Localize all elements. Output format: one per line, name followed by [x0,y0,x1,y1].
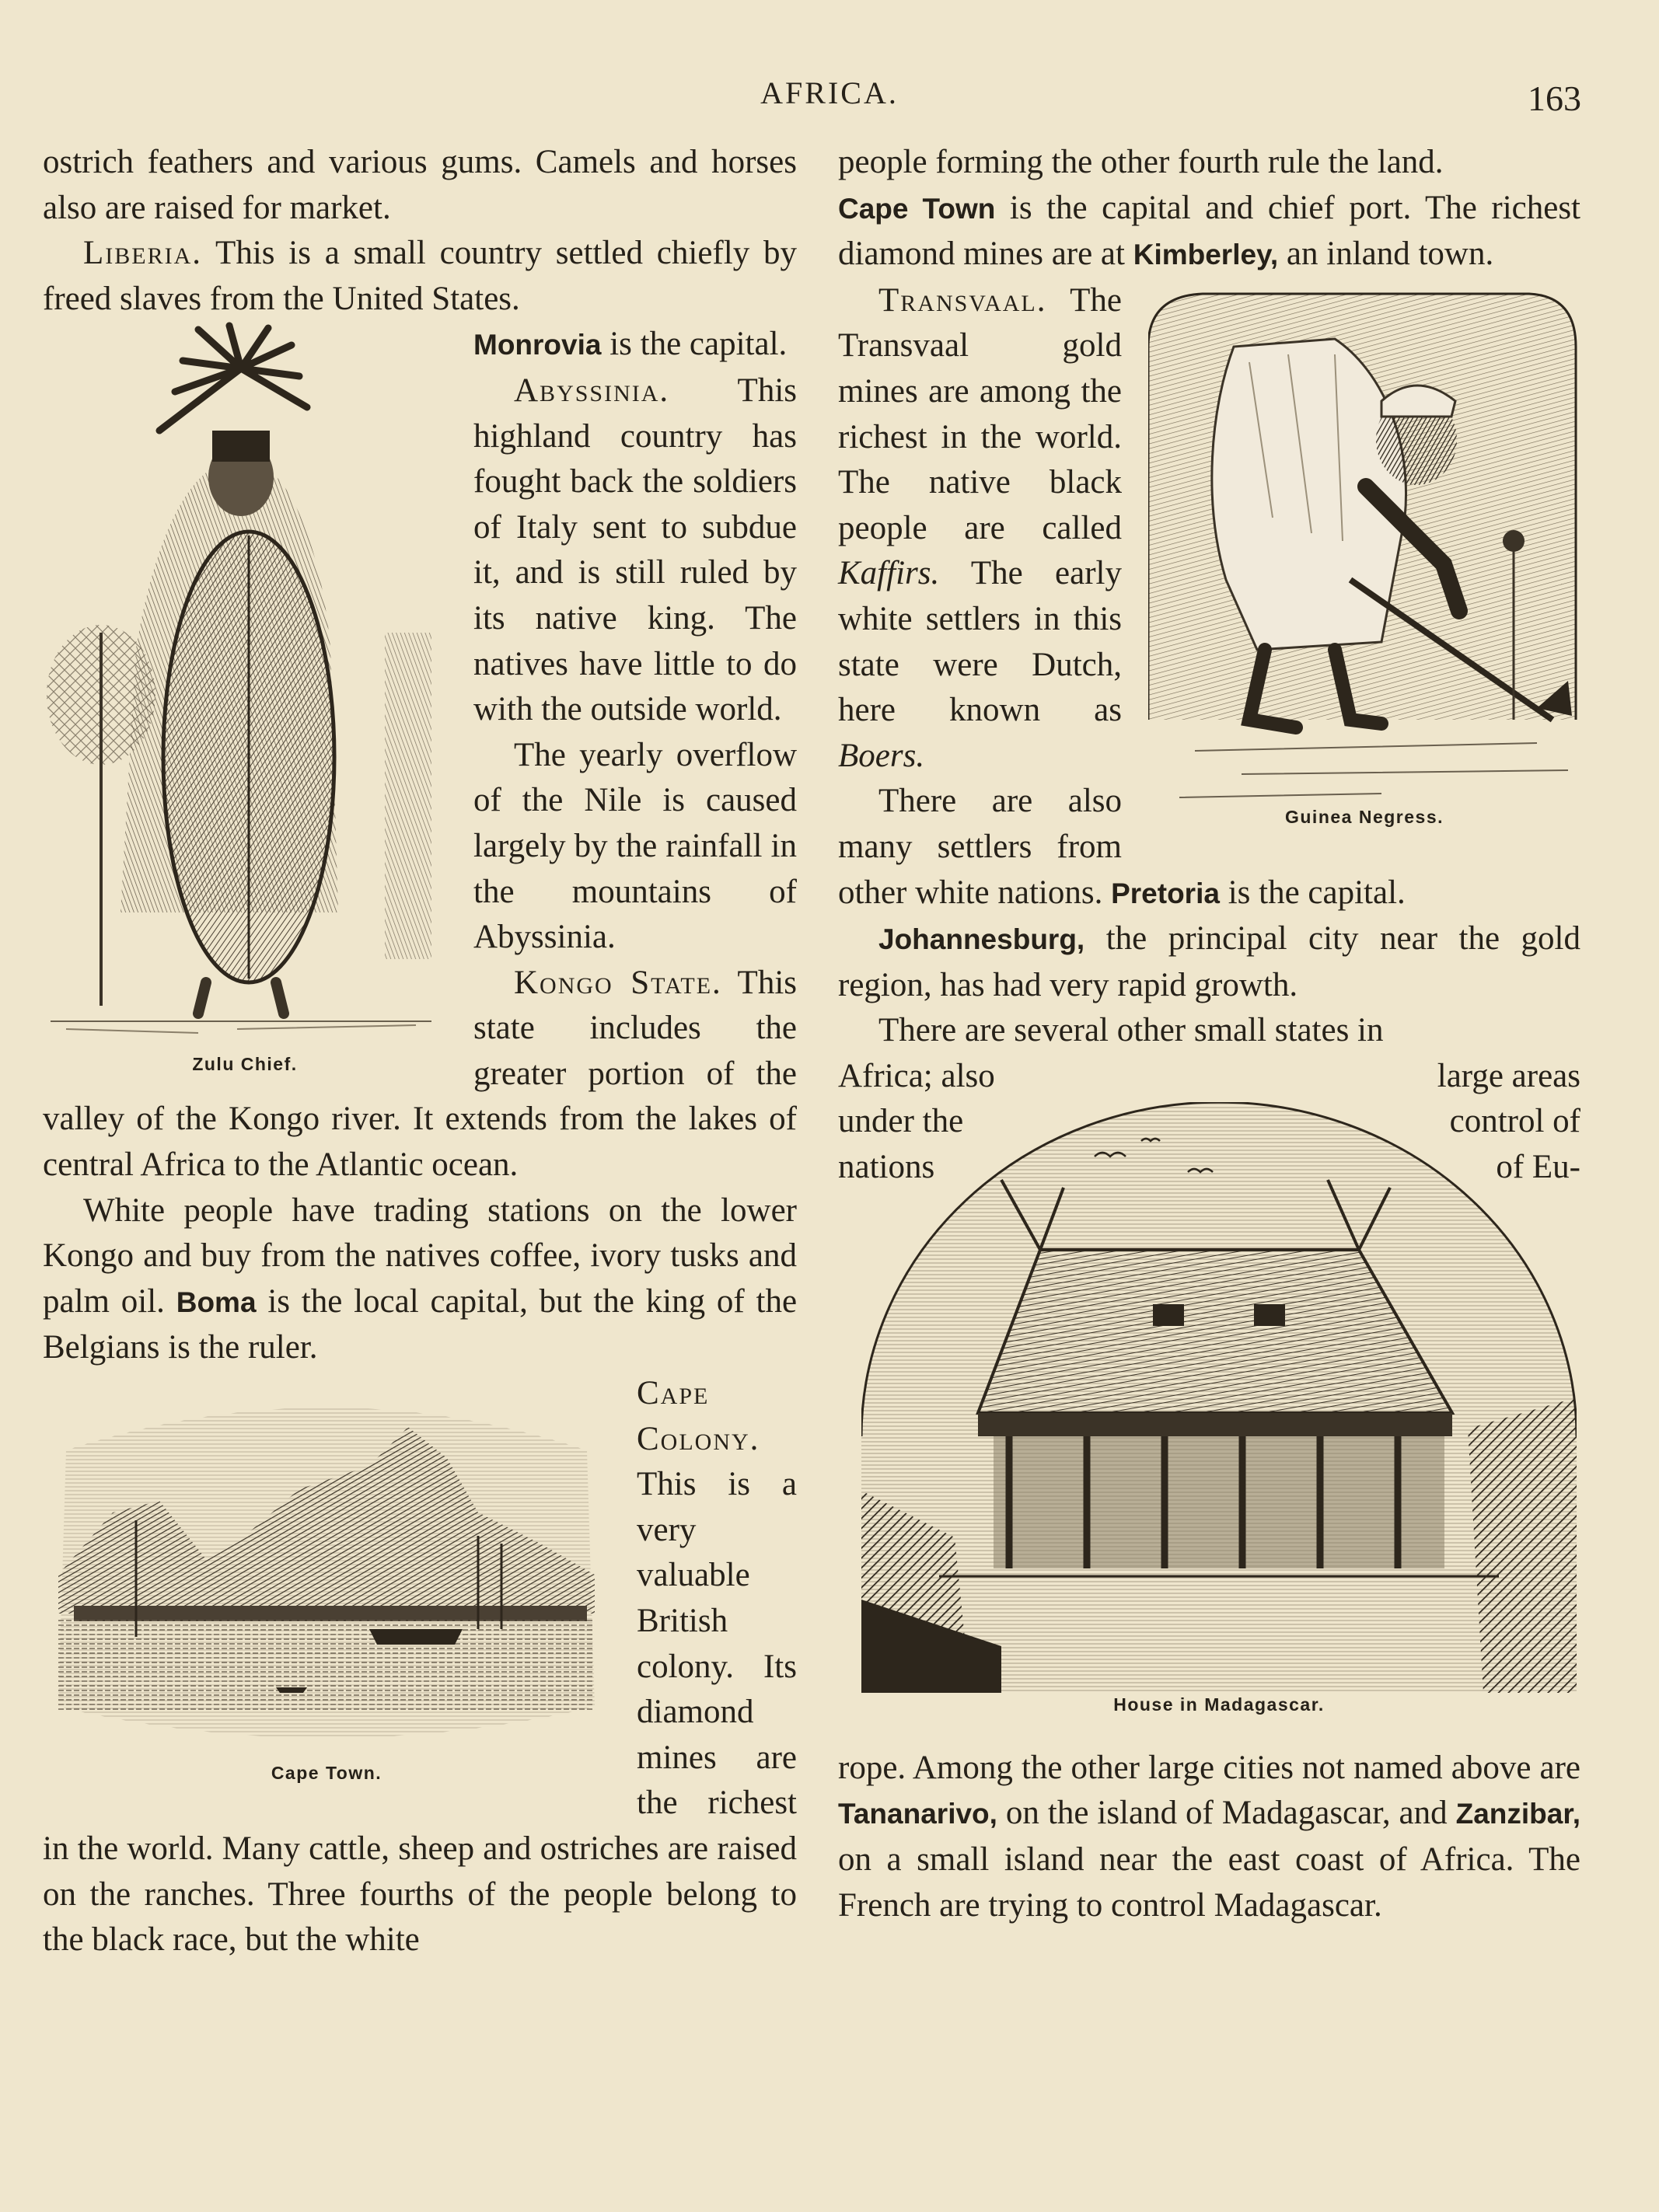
text-boma-rest: is the local capital, but the king of the Belgians is the ruler. [43,1282,798,1366]
guinea-negress-engraving [1148,284,1580,805]
paragraph-people: people forming the other fourth rule the land. [838,144,1444,180]
paragraph-liberia [43,231,797,322]
paragraph-trading [43,1188,797,1371]
text-also: There are also many settlers from other white nations. [838,783,1122,911]
paragraph-johannesburg [838,916,1580,1008]
place-monrovia: Monrovia [473,329,602,361]
heading-kongo: Kongo State. [514,964,722,1001]
term-boers: Boers. [838,737,925,774]
cape-town-engraving [43,1380,610,1761]
text-liberia: This is a small country settled chiefly by freed slaves from the United States. [43,235,797,317]
figure-house-madagascar [861,1102,1577,1741]
figure-zulu-chief [43,322,447,1077]
text-monrovia-rest: is the capital. [609,326,788,363]
place-zanzibar: Zanzibar, [1455,1798,1580,1830]
heading-cape-colony: Cape Colony. [637,1375,760,1457]
text-settlers: The early white settlers in this state were Dutch, here known as [838,555,1122,729]
left-column [43,140,797,1963]
wrap-line-3-right: of Eu- [1496,1148,1580,1185]
paragraph-cities [838,1746,1580,1928]
text-cape-town-rest: is the capital and chief port. The richest diamond mines are at [838,189,1581,273]
text-rope: rope. Among the other large cities not named above are [838,1749,1580,1786]
text-johannesburg-rest: the principal city near the gold region, has had very rapid growth. [838,920,1581,1003]
heading-liberia: Liberia. [83,235,203,272]
right-column [838,140,1580,1928]
place-cape-town: Cape Town [838,192,996,225]
caption-house-madagascar: House in Madagascar. [1113,1694,1325,1715]
text-kimberley-rest: an inland town. [1286,236,1494,273]
text-zanzibar-rest: on a small island near the east coast of Africa. The French are trying to control Madagascar. [838,1841,1580,1924]
figure-guinea-negress [1148,284,1580,835]
term-kaffirs: Kaffirs. [838,555,940,592]
paragraph-cape-town [838,186,1580,278]
heading-abyssinia: Abyssinia. [514,372,670,409]
house-madagascar-engraving [861,1102,1577,1693]
text-transvaal: The Transvaal gold mines are among the richest in the world. The native black people are called [838,281,1122,546]
paragraph-nile: The yearly overflow of the Nile is caused largely by the rainfall in the mountains of Abyssinia. [473,736,797,956]
text-kongo: This state includes the greater portion of the valley of the Kongo river. It extends from the lakes of central Africa to the Atlantic ocean. [43,964,797,1184]
place-boma: Boma [176,1286,257,1318]
text-abyssinia: This highland country has fought back the soldiers of Italy sent to subdue it, and is still ruled by its native king. The natives have little to do with the outside world. [473,372,797,728]
place-kimberley: Kimberley, [1133,239,1279,271]
place-pretoria: Pretoria [1111,877,1220,909]
wrap-line-1-left: Africa; also [838,1057,995,1094]
text-pretoria-rest: is the capital. [1228,874,1406,911]
figure-cape-town [43,1380,610,1800]
place-johannesburg: Johannesburg, [878,923,1085,956]
text-trading: White people have trading stations on the lower Kongo and buy from the natives coffee, ivory tusks and palm oil. [43,1191,797,1320]
wrap-line-3-left: nations [838,1148,935,1185]
zulu-chief-engraving [43,322,447,1052]
caption-zulu-chief: Zulu Chief. [192,1054,298,1075]
wrap-line-1-right: large areas [1437,1057,1580,1094]
caption-guinea-negress: Guinea Negress. [1284,806,1444,827]
running-head: AFRICA. [760,75,899,110]
page-number: 163 [1528,79,1581,118]
place-tananarivo: Tananarivo, [838,1798,997,1830]
heading-transvaal: Transvaal. [878,281,1047,319]
text-tananarivo-rest: on the island of Madagascar, and [1005,1795,1448,1832]
paragraph-several: There are several other small states in [878,1012,1384,1049]
text-cape-colony: This is a very valuable British colony. Its diamond mines are the richest in the world. Many cattle, sheep and ostriches are raised on the ranches. Three fourths of the people belong to the black race, but the white [43,1466,797,1959]
paragraph-ostrich: ostrich feathers and various gums. Camels and horses also are raised for market. [43,144,797,226]
wrap-line-2-left: under the [838,1102,964,1139]
wrap-line-1 [838,1054,1580,1099]
caption-cape-town: Cape Town. [271,1763,382,1784]
wrap-line-2-right: control of [1449,1102,1580,1139]
madagascar-block [838,1054,1580,1746]
